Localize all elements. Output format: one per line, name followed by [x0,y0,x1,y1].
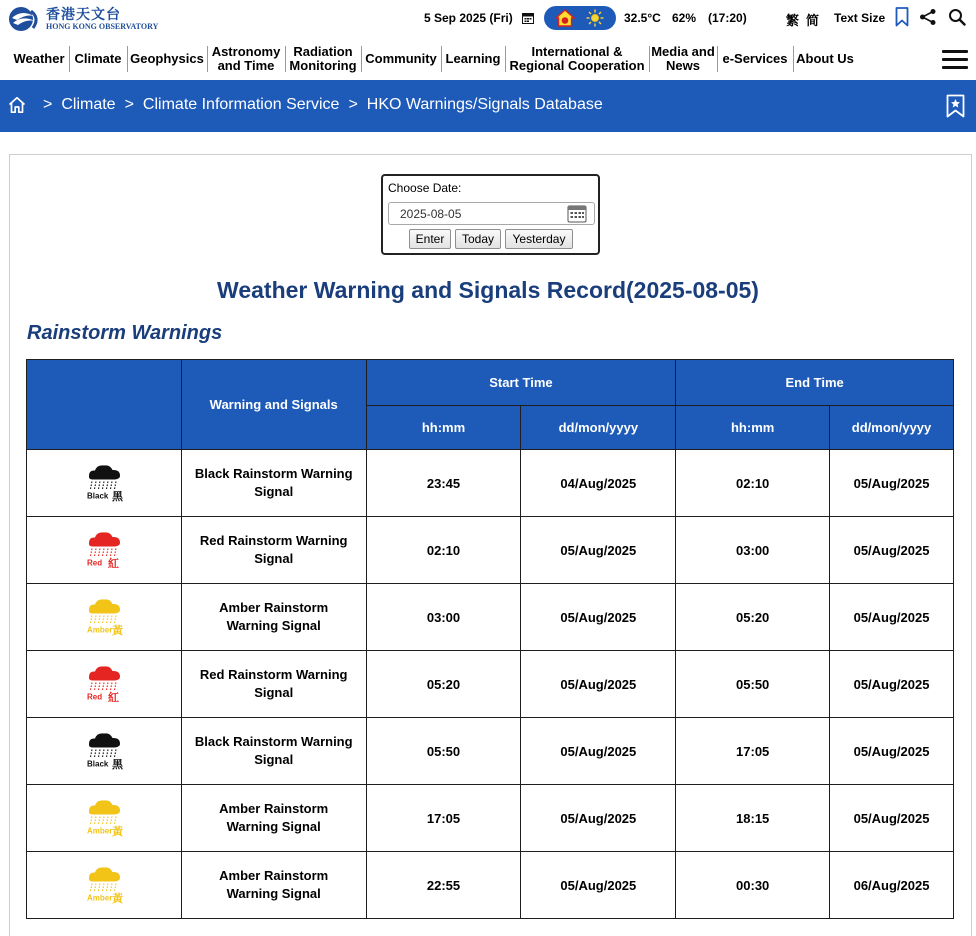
breadcrumb-climate[interactable]: Climate [61,96,116,113]
breadcrumb-current-page: HKO Warnings/Signals Database [366,96,603,113]
start-date: 04/Aug/2025 [521,450,676,517]
search-icon[interactable] [948,8,966,26]
table-row [27,450,954,517]
breadcrumb-separator: > [348,96,358,113]
table-row [27,718,954,785]
lang-simplified-chinese[interactable]: 简 [806,14,820,29]
nav-learning[interactable]: Learning [445,51,501,66]
red-rainstorm-icon [82,662,126,706]
home-icon[interactable] [8,96,26,114]
black-rainstorm-icon [82,729,126,773]
table-row [27,651,954,718]
signal-caption-cn: 黑 [111,758,123,771]
enter-button[interactable]: Enter [409,229,451,249]
signal-caption-en: Red [86,692,103,702]
nav-climate[interactable]: Climate [74,51,122,66]
nav-weather[interactable]: Weather [13,51,65,66]
start-date: 05/Aug/2025 [521,718,676,785]
signal-name: Amber Rainstorm Warning Signal [181,852,366,919]
end-date: 05/Aug/2025 [830,450,954,517]
nav-e-services[interactable]: e-Services [722,51,788,66]
start-time: 02:10 [366,517,521,584]
signal-name: Black Rainstorm Warning Signal [181,718,366,785]
nav-astronomy-and-time[interactable]: Astronomy and Time [211,44,281,73]
end-time: 05:50 [676,651,830,718]
current-date: 5 Sep 2025 (Fri) [424,11,513,25]
signal-caption-en: Amber [86,893,113,903]
top-bar [0,0,976,38]
current-temperature: 32.5°C [624,11,661,25]
sunny-weather-icon[interactable] [586,9,604,27]
choose-date-label: Choose Date: [388,181,462,195]
signal-name: Black Rainstorm Warning Signal [181,450,366,517]
signal-caption-en: Amber [86,625,113,635]
amber-rainstorm-icon [82,595,126,639]
end-hhmm-header: hh:mm [676,406,830,450]
signal-caption-en: Red [86,558,103,568]
nav-radiation-monitoring[interactable]: Radiation Monitoring [289,44,357,73]
yesterday-button[interactable]: Yesterday [505,229,573,249]
table-row [27,584,954,651]
start-time: 22:55 [366,852,521,919]
nav-about-us[interactable]: About Us [796,51,854,66]
start-hhmm-header: hh:mm [366,406,521,450]
start-time-header: Start Time [366,360,676,406]
end-date-header: dd/mon/yyyy [830,406,954,450]
table-row [27,517,954,584]
end-date: 06/Aug/2025 [830,852,954,919]
signal-caption-cn: 黃 [111,624,123,637]
start-time: 05:50 [366,718,521,785]
logo-english: HONG KONG OBSERVATORY [46,21,159,31]
end-date: 05/Aug/2025 [830,718,954,785]
warning-house-icon[interactable] [555,9,575,27]
logo-chinese: 香港天文台 [46,6,121,23]
nav-international-cooperation[interactable]: International & Regional Cooperation [509,44,645,73]
start-time: 17:05 [366,785,521,852]
signal-caption-cn: 黃 [111,825,123,838]
signal-name: Amber Rainstorm Warning Signal [181,584,366,651]
start-date: 05/Aug/2025 [521,651,676,718]
breadcrumb-climate-information-service[interactable]: Climate Information Service [142,96,340,113]
signal-caption-cn: 黑 [111,490,123,503]
signal-name: Red Rainstorm Warning Signal [181,651,366,718]
current-humidity: 62% [672,11,697,25]
hko-logo-icon [7,5,43,33]
share-icon[interactable] [919,8,937,26]
breadcrumb [0,80,976,132]
start-date: 05/Aug/2025 [521,785,676,852]
nav-community[interactable]: Community [365,51,437,66]
amber-rainstorm-icon [82,863,126,907]
warnings-table [26,359,954,919]
end-time: 03:00 [676,517,830,584]
signal-caption-en: Amber [86,826,113,836]
update-time: (17:20) [708,11,747,25]
end-time: 02:10 [676,450,830,517]
signal-caption-en: Black [86,491,109,501]
page-title: Weather Warning and Signals Record(2025-08-05) [217,277,759,303]
start-date-header: dd/mon/yyyy [521,406,676,450]
signal-name: Red Rainstorm Warning Signal [181,517,366,584]
nav-media-and-news[interactable]: Media and News [651,44,715,73]
amber-rainstorm-icon [82,796,126,840]
end-time: 18:15 [676,785,830,852]
black-rainstorm-icon [82,461,126,505]
signal-caption-cn: 紅 [107,557,119,570]
main-navigation [0,42,976,76]
start-date: 05/Aug/2025 [521,852,676,919]
end-time: 17:05 [676,718,830,785]
end-date: 05/Aug/2025 [830,584,954,651]
signal-caption-cn: 紅 [107,691,119,704]
calendar-icon [522,12,534,24]
start-date: 05/Aug/2025 [521,517,676,584]
favorite-bookmark-icon[interactable] [946,94,965,118]
end-time-header: End Time [676,360,954,406]
breadcrumb-separator: > [124,96,134,113]
start-time: 23:45 [366,450,521,517]
bookmark-icon[interactable] [895,7,909,27]
signal-caption-cn: 黃 [111,892,123,905]
red-rainstorm-icon [82,528,126,572]
menu-icon[interactable] [942,50,968,70]
signal-caption-en: Black [86,759,109,769]
signals-column-header: Warning and Signals [181,360,366,450]
lang-traditional-chinese[interactable]: 繁 [786,14,800,29]
icon-column-header [27,360,182,450]
end-time: 05:20 [676,584,830,651]
end-date: 05/Aug/2025 [830,651,954,718]
text-size-button[interactable]: Text Size [834,11,886,25]
table-row [27,852,954,919]
end-time: 00:30 [676,852,830,919]
nav-geophysics[interactable]: Geophysics [130,51,204,66]
table-row [27,785,954,852]
section-title: Rainstorm Warnings [27,322,223,344]
date-input[interactable] [388,202,595,225]
hko-logo[interactable] [7,5,158,33]
breadcrumb-trail [34,96,603,114]
start-time: 05:20 [366,651,521,718]
start-time: 03:00 [366,584,521,651]
date-picker-calendar-icon[interactable] [567,204,587,223]
end-date: 05/Aug/2025 [830,517,954,584]
end-date: 05/Aug/2025 [830,785,954,852]
today-button[interactable]: Today [455,229,501,249]
breadcrumb-separator: > [43,96,53,113]
start-date: 05/Aug/2025 [521,584,676,651]
signal-name: Amber Rainstorm Warning Signal [181,785,366,852]
date-picker-box [381,174,600,255]
